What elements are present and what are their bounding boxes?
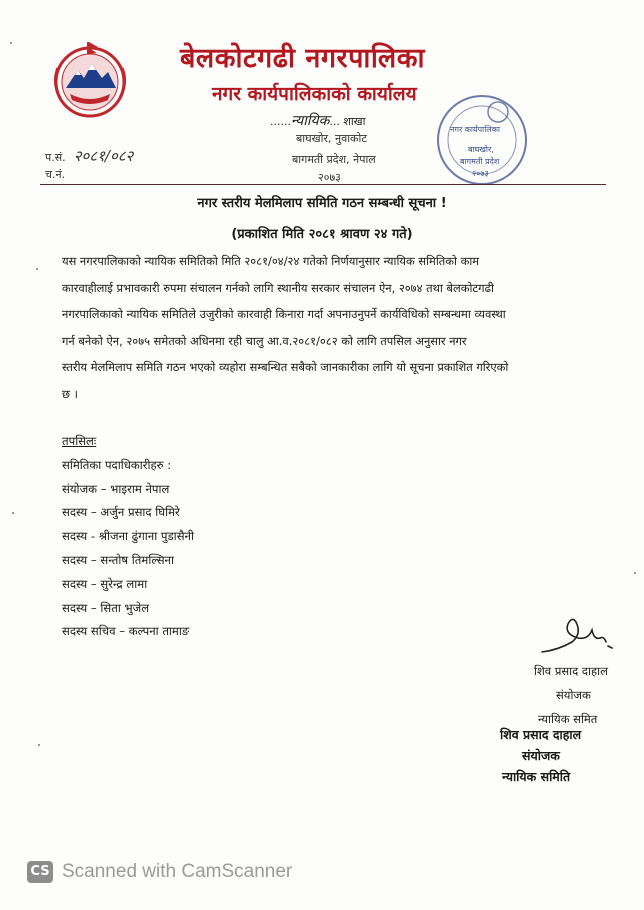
signatory-committee: न्यायिक समित	[538, 712, 598, 726]
handwritten-signature	[538, 612, 618, 656]
seal-line-3: बागमती प्रदेश	[460, 157, 500, 166]
body-line: छ ।	[62, 386, 78, 401]
signatory-name: शिव प्रसाद दाहाल	[534, 664, 608, 678]
scan-speck	[38, 744, 40, 746]
scan-speck	[12, 512, 14, 514]
stamp-role: संयोजक	[522, 748, 560, 763]
ref-value: २०८१/०८२	[73, 147, 134, 165]
seal-line-1: नगर कार्यपालिका	[450, 125, 500, 134]
notice-published-date: (प्रकाशित मिति २०८१ श्रावण २४ गते)	[231, 227, 413, 242]
body-line: कारवाहीलाई प्रभावकारी रुपमा संचालन गर्नको लागि स्थानीय सरकार संचालन ऐन, २०७४ तथा बेलकोटगढी	[62, 280, 494, 295]
member-row: सदस्य – सिता भुजेल	[62, 600, 150, 615]
details-heading: तपसिलः	[62, 434, 97, 448]
body-line: स्तरीय मेलमिलाप समिति गठन भएको व्यहोरा सम्बन्धित सबैको जानकारीका लागि यो सूचना प्रकाशित गरिएको	[62, 360, 509, 374]
scanner-watermark: Scanned with CamScanner	[62, 861, 293, 882]
body-line: यस नगरपालिकाको न्यायिक समितिको मिति २०८१/०४/२४ गतेको निर्णयानुसार न्यायिक समितिको काम	[62, 254, 480, 268]
stamp-name: शिव प्रसाद दाहाल	[500, 727, 582, 742]
seal-line-2: बाघखोर,	[468, 145, 494, 154]
member-row: सदस्य सचिव – कल्पना तामाङ	[62, 624, 190, 639]
seal-line-4: २०७३	[472, 169, 489, 178]
body-line: गर्न बनेको ऐन, २०७५ समेतको अधिनमा रही चालु आ.व.२०८१/०८२ को लागि तपसिल अनुसार नगर	[62, 333, 467, 348]
member-row: सदस्य – सन्तोष तिमल्सिना	[62, 552, 174, 567]
reference-number	[45, 146, 133, 166]
body-line: नगरपालिकाको न्यायिक समितिले उजुरीको कारवाही किनारा गर्दा अपनाउनुपर्ने कार्यविधिको सम्बन्धमा व्यवस्था	[62, 307, 506, 321]
branch-handwritten: न्यायिक	[290, 113, 330, 129]
member-row: सदस्य – सुरेन्द्र लामा	[62, 576, 148, 591]
notice-body	[62, 248, 612, 407]
scan-speck	[634, 572, 636, 574]
branch-suffix: ... शाखा	[329, 115, 366, 128]
office-seal-stamp	[432, 90, 532, 190]
address-line-1: बाघखोर, नुवाकोट	[296, 132, 367, 145]
address-line-2: बागमती प्रदेश, नेपाल	[292, 153, 376, 166]
nepal-emblem-icon	[50, 38, 130, 122]
scan-speck	[10, 42, 12, 44]
ref-label: प.सं.	[45, 151, 66, 164]
municipality-name: बेलकोटगढी नगरपालिका	[180, 43, 425, 74]
camscanner-logo-icon: CS	[27, 861, 53, 883]
notice-title: नगर स्तरीय मेलमिलाप समिति गठन सम्बन्धी सूचना !	[197, 196, 447, 211]
member-row: सदस्य – अर्जुन प्रसाद घिमिरे	[62, 505, 180, 520]
member-row: संयोजक – भाइराम नेपाल	[62, 481, 170, 496]
branch-prefix: ......	[270, 115, 291, 128]
name-stamp	[500, 724, 581, 787]
branch-line	[270, 111, 366, 130]
signatory-role: संयोजक	[556, 688, 591, 702]
officials-label: समितिका पदाधिकारीहरु :	[62, 457, 172, 472]
office-name: नगर कार्यपालिकाको कार्यालय	[212, 83, 417, 105]
member-row: सदस्य - श्रीजना ढुंगाना पुडासैनी	[62, 529, 194, 544]
header-divider	[40, 184, 606, 185]
scan-speck	[36, 268, 38, 270]
committee-details	[62, 430, 194, 644]
stamp-committee: न्यायिक समिति	[502, 769, 571, 784]
dispatch-number-label: च.नं.	[45, 168, 66, 181]
address-line-3: २०७३	[318, 171, 341, 184]
